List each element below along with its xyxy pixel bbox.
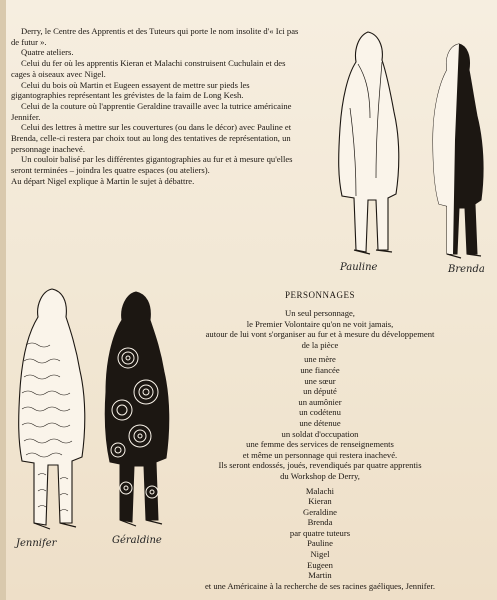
cast-line: Malachi: [305, 485, 335, 496]
cast-line: Eugeen: [307, 559, 333, 570]
cast-line: Kieran: [308, 496, 332, 507]
intro-paragraph: Celui de la couture où l'apprentie Geraldine travaille avec la tutrice américaine Jennifer.: [11, 100, 292, 122]
cast-line: une détenue: [299, 417, 341, 428]
pauline-figure-illustration: [330, 28, 410, 260]
cast-line: une femme des services de renseignements: [246, 439, 394, 450]
personnages-heading: PERSONNAGES: [285, 290, 356, 300]
brenda-figure-illustration: [425, 40, 493, 262]
jennifer-figure-illustration: [12, 285, 94, 535]
intro-paragraph: Celui des lettres à mettre sur les couvertures (ou dans le décor) avec Pauline et Brenda, celle-ci restera par choix tout au long des tentatives de représentation, un personnage inachevé.: [11, 122, 292, 154]
cast-line: une mère: [304, 354, 336, 365]
jennifer-caption: Jennifer: [16, 538, 57, 549]
cast-line: de la pièce: [301, 339, 339, 350]
intro-paragraph: Celui du bois où Martin et Eugeen essayent de mettre sur pieds les gigantographies représentant les grévistes de la faim de Long Kesh.: [11, 79, 250, 101]
cast-line: Brenda: [307, 517, 333, 528]
cast-line: et même un personnage qui restera inachevé.: [242, 449, 398, 460]
intro-paragraph: Un couloir balisé par les différentes gigantographies au fur et à mesure qu'elles seront terminées – joindra les quatre espaces (ou ateliers).: [11, 154, 293, 176]
brenda-caption: Brenda: [448, 264, 485, 275]
cast-line: Un seul personnage,: [285, 308, 355, 318]
pauline-caption: Pauline: [340, 262, 378, 273]
cast-line: Pauline: [307, 538, 333, 549]
geraldine-caption: Géraldine: [112, 535, 162, 546]
intro-paragraph: Au départ Nigel explique à Martin le sujet à débattre.: [11, 175, 195, 186]
cast-line: un codétenu: [299, 407, 341, 418]
cast-line: un soldat d'occupation: [281, 428, 359, 439]
intro-paragraph: Celui du fer où les apprentis Kieran et Malachi construisent Cuchulain et des cages à oiseaux avec Nigel.: [11, 58, 286, 79]
cast-line: le Premier Volontaire qu'on ne voit jamais,: [246, 318, 394, 329]
cast-line: une fiancée: [300, 364, 340, 375]
cast-list: [150, 308, 490, 591]
page-binding-edge: [0, 0, 6, 600]
cast-line: par quatre tuteurs: [289, 527, 351, 538]
intro-paragraph: Derry, le Centre des Apprentis et des Tuteurs qui porte le nom insolite d'« Ici pas de futur ».: [11, 26, 299, 47]
cast-line: et une Américaine à la recherche de ses racines gaéliques, Jennifer.: [204, 580, 435, 591]
cast-line: un député: [303, 386, 337, 397]
intro-paragraph: Quatre ateliers.: [21, 47, 74, 58]
cast-line: du Workshop de Derry,: [280, 470, 360, 481]
cast-line: autour de lui vont s'organiser au fur et à mesure du développement: [205, 329, 435, 340]
cast-line: Nigel: [310, 549, 330, 560]
cast-line: Geraldine: [303, 506, 337, 517]
cast-line: une sœur: [304, 375, 336, 386]
cast-line: Martin: [308, 570, 332, 581]
intro-text-block: [11, 26, 301, 187]
cast-line: un aumônier: [298, 396, 342, 407]
cast-line: Ils seront endossés, joués, revendiqués par quatre apprentis: [218, 460, 422, 471]
